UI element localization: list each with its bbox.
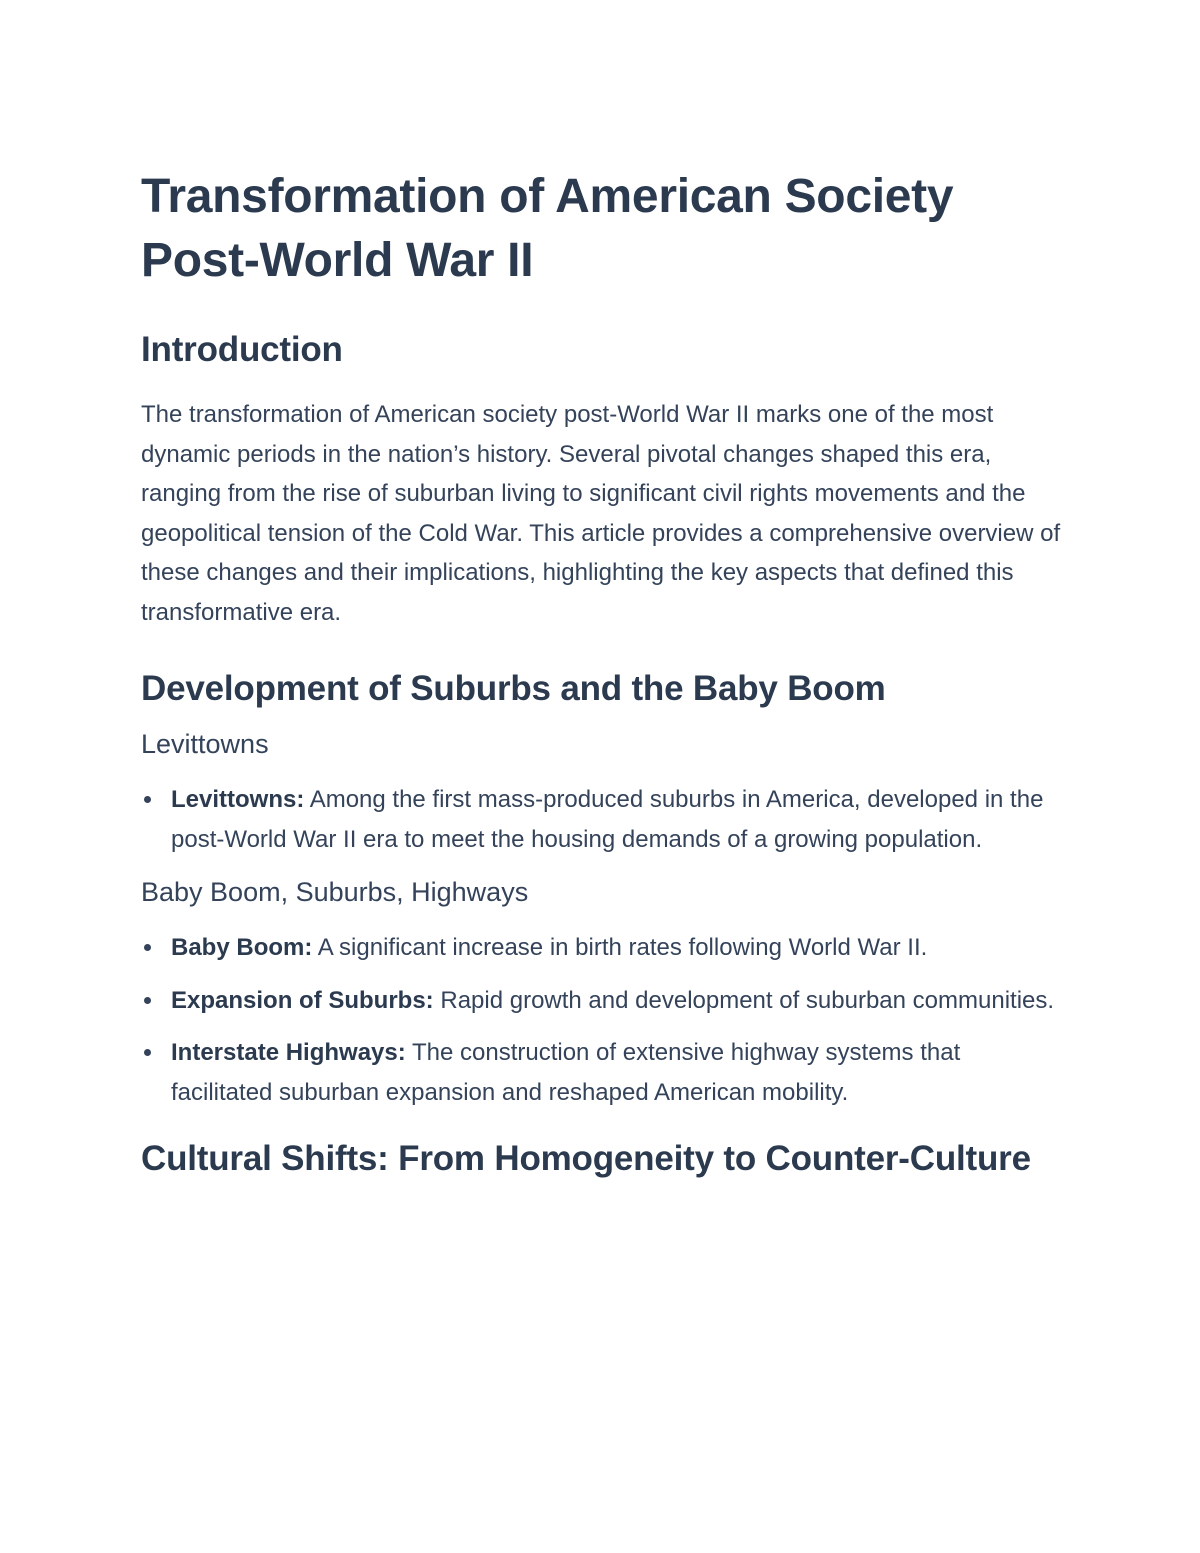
bullet-icon <box>144 944 151 951</box>
bullet-icon <box>144 1049 151 1056</box>
list-item-term: Interstate Highways: <box>171 1039 406 1066</box>
list-item <box>141 928 1066 968</box>
subsection-heading-baby-boom: Baby Boom, Suburbs, Highways <box>141 877 529 907</box>
list-item-term: Levittowns: <box>171 786 305 813</box>
bullet-icon <box>144 796 151 803</box>
list-item-text: A significant increase in birth rates following World War II. <box>312 934 928 961</box>
section-heading-introduction: Introduction <box>141 330 343 369</box>
section-heading-suburbs: Development of Suburbs and the Baby Boom <box>141 669 886 708</box>
list-item-term: Baby Boom: <box>171 934 313 961</box>
subsection-heading-levittowns: Levittowns <box>141 729 269 759</box>
list-item <box>141 981 1066 1021</box>
section-heading-cultural-shifts: Cultural Shifts: From Homogeneity to Counter-Culture <box>141 1139 1031 1178</box>
list-item-text: The construction of extensive highway systems that facilitated suburban expansion and reshaped American mobility. <box>171 1039 961 1106</box>
introduction-paragraph: The transformation of American society post-World War II marks one of the most dynamic periods in the nation’s history. Several pivotal changes shaped this era, ranging from the rise of suburban living to significant civil rights movements and the geopolitical tension of the Cold War. This article provides a comprehensive overview of these changes and their implications, highlighting the key aspects that defined this transformative era. <box>141 401 1061 626</box>
list-item <box>141 780 1066 859</box>
bullet-icon <box>144 997 151 1004</box>
document-title: Transformation of American Society Post-World War II <box>141 170 954 287</box>
list-item-term: Expansion of Suburbs: <box>171 986 434 1014</box>
baby-boom-list <box>141 928 1066 1112</box>
document-page <box>141 165 1066 1188</box>
list-item-text: Rapid growth and development of suburban communities. <box>433 986 1055 1014</box>
list-item <box>141 1033 1066 1112</box>
list-item-text: Among the first mass-produced suburbs in America, developed in the post-World War II era to meet the housing demands of a growing population. <box>171 786 1044 853</box>
levittowns-list <box>141 780 1066 859</box>
